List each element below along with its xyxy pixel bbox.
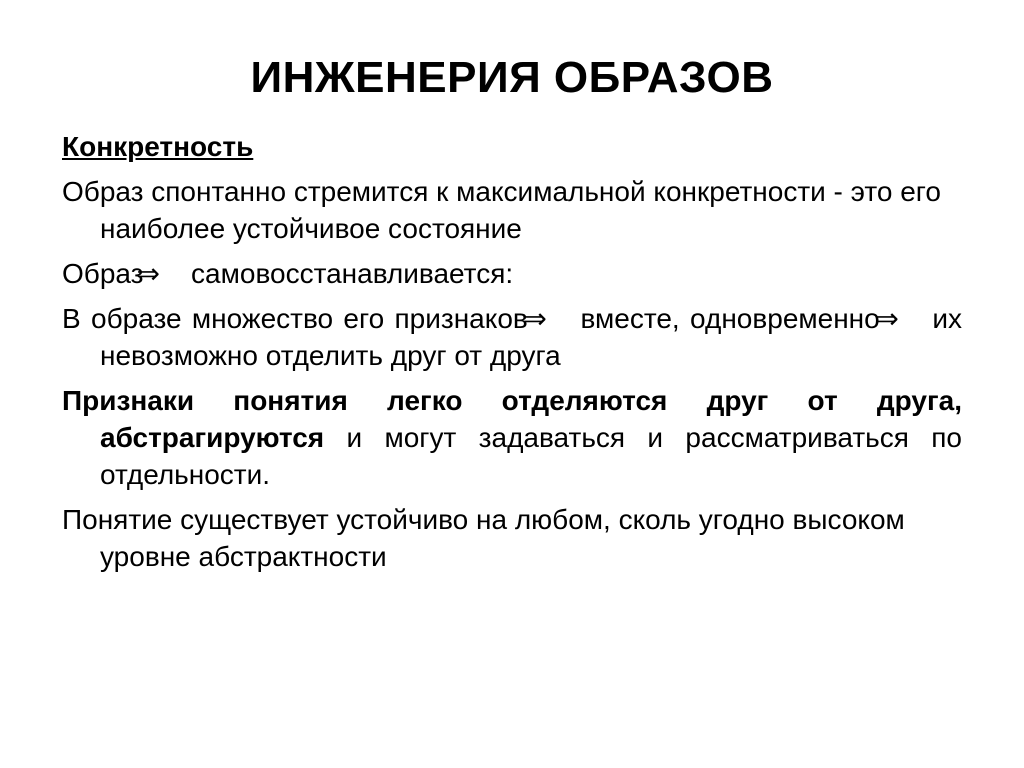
implies-arrow-icon: ⇒ (136, 258, 160, 289)
paragraph-text-mid: вместе, одновременно (580, 303, 880, 334)
paragraph-text: Понятие существует устойчиво на любом, сколь угодно высоком уровне абстрактности (62, 504, 905, 572)
slide-title: ИНЖЕНЕРИЯ ОБРАЗОВ (250, 53, 774, 102)
paragraph-text-rest: и могут задаваться и рассматриваться по отдельности. (100, 422, 962, 490)
paragraph-text-start: В образе множество его признаков (62, 303, 528, 334)
paragraph-concept-features (62, 382, 962, 493)
paragraph-bold-text: Признаки понятия легко отделяются друг от друга, абстрагируются (62, 385, 962, 453)
paragraph-features (62, 300, 962, 374)
slide-body (62, 128, 962, 583)
paragraph-self-restore (62, 255, 962, 292)
implies-arrow-icon: ⇒ (875, 303, 899, 334)
paragraph-text-end: самовосстанавливается: (191, 258, 514, 289)
paragraph-text: Образ спонтанно стремится к максимальной конкретности - это его наиболее устойчивое состояние (62, 176, 941, 244)
paragraph-text-end: их невозможно отделить друг от друга (100, 303, 963, 371)
section-heading: Конкретность (62, 131, 254, 162)
implies-arrow-icon: ⇒ (523, 303, 547, 334)
paragraph-concept-stability (62, 501, 962, 575)
paragraph-text-start: Образ (62, 258, 144, 289)
paragraph-concreteness (62, 173, 962, 247)
